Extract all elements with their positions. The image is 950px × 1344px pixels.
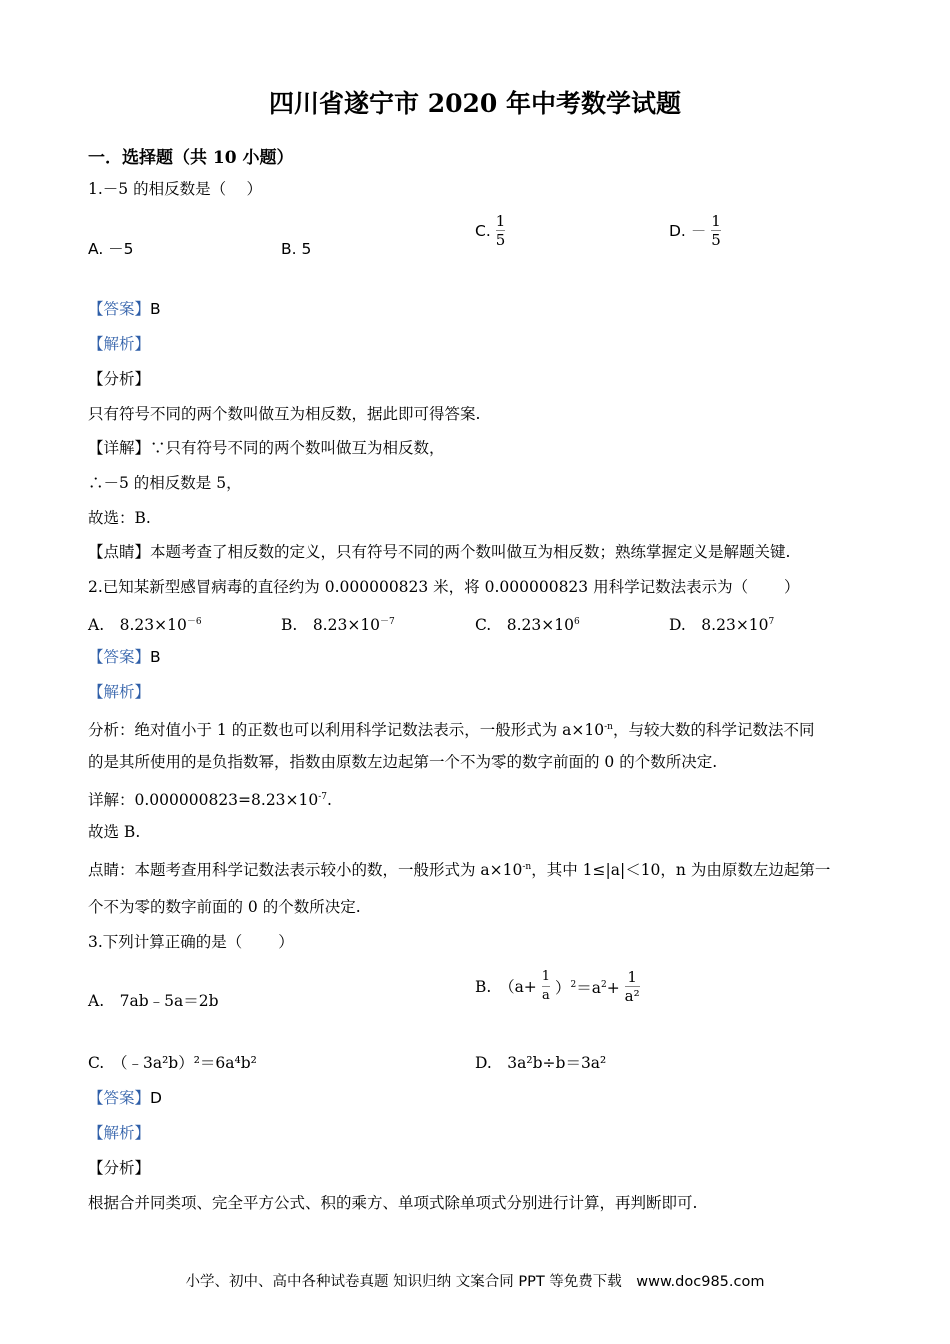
q2-dianjing-line2: 个不为零的数字前面的 0 的个数所决定.: [88, 898, 361, 916]
q1-xiangjie: 【详解】∵只有符号不同的两个数叫做互为相反数，: [88, 439, 445, 457]
option-exponent: －6: [186, 617, 202, 627]
q3-option-b-fraction1: [542, 968, 550, 1005]
q3-option-a: A. 7ab﹣5a＝2b: [88, 992, 219, 1010]
q2-fenxi-line1: [88, 716, 814, 741]
text-part: 点睛：本题考查用科学记数法表示较小的数，一般形式为 a×10: [88, 861, 523, 880]
answer-tag: 【答案】: [88, 648, 151, 666]
q1-option-d-sign: －: [690, 221, 707, 240]
q1-step2: ∴－5 的相反数是 5，: [88, 474, 242, 492]
text-part: 分析：绝对值小于 1 的正数也可以利用科学记数法表示，一般形式为 a×10: [88, 721, 605, 740]
q1-option-d-label: D.: [669, 221, 686, 240]
option-text: ）: [554, 979, 571, 998]
q1-option-a: A. －5: [88, 240, 134, 258]
option-exponent: 7: [768, 617, 775, 627]
q1-choose: 故选：B.: [88, 509, 151, 527]
answer-value: B: [150, 300, 161, 318]
q1-dianjing: 【点睛】本题考查了相反数的定义，只有符号不同的两个数叫做互为相反数；熟练掌握定义是解题关键.: [88, 543, 791, 561]
option-base: D. 8.23×10: [669, 616, 769, 635]
q3-option-b: [475, 968, 640, 1005]
fraction-denominator: 5: [711, 231, 721, 249]
q2-stem: 2.已知某新型感冒病毒的直径约为 0.000000823 米，将 0.000000823 用科学记数法表示为（ ）: [88, 578, 800, 596]
option-text: +: [606, 979, 620, 998]
fraction-numerator: 1: [495, 212, 506, 230]
q1-option-d-fraction: [711, 212, 721, 249]
fraction-denominator: a²: [624, 987, 640, 1005]
q1-option-c: [475, 212, 505, 249]
q3-fenxi-tag: 【分析】: [88, 1159, 151, 1177]
text-exponent: -n: [604, 722, 613, 732]
answer-value: B: [150, 648, 161, 666]
q1-option-c-fraction: [496, 212, 506, 249]
text-exponent: -7: [318, 792, 328, 802]
option-base: A. 8.23×10: [88, 616, 187, 635]
option-exponent: 2: [570, 979, 577, 990]
option-exponent: 6: [573, 617, 580, 627]
page-footer: 小学、初中、高中各种试卷真题 知识归纳 文案合同 PPT 等免费下载 www.doc985.com: [185, 1274, 765, 1290]
answer-value: D: [150, 1089, 162, 1107]
q3-stem: 3.下列计算正确的是（ ）: [88, 933, 294, 951]
text-part: ，与较大数的科学记数法不同: [612, 721, 815, 740]
q1-option-c-label: C.: [475, 221, 491, 240]
fraction-denominator: 5: [495, 231, 506, 249]
section-heading: 一．选择题（共 10 小题）: [88, 148, 294, 168]
option-base: B. 8.23×10: [281, 616, 381, 635]
q2-xiangjie: [88, 786, 332, 811]
q2-fenxi-line2: 的是其所使用的是负指数幂，指数由原数左边起第一个不为零的数字前面的 0 的个数所决定.: [88, 753, 718, 771]
q1-answer: [88, 298, 161, 320]
fraction-numerator: 1: [711, 212, 721, 230]
q1-fenxi-tag: 【分析】: [88, 370, 151, 388]
q2-option-c: [475, 611, 580, 636]
text-exponent: -n: [522, 862, 532, 872]
option-base: C. 8.23×10: [475, 616, 574, 635]
q2-option-b: [281, 611, 395, 636]
q3-answer: [88, 1087, 162, 1109]
text-part: .: [327, 791, 332, 810]
q2-choose: 故选 B.: [88, 823, 141, 841]
q1-stem: 1.－5 的相反数是（ ）: [88, 180, 263, 198]
option-label: B. （a+: [475, 977, 537, 996]
answer-tag: 【答案】: [88, 300, 151, 318]
text-part: ，其中 1≤|a|＜10，n 为由原数左边起第一: [531, 861, 831, 880]
q3-fenxi: 根据合并同类项、完全平方公式、积的乘方、单项式除单项式分别进行计算，再判断即可.: [88, 1194, 698, 1212]
q3-jiexi-tag: 【解析】: [88, 1124, 151, 1142]
fraction-numerator: 1: [541, 969, 551, 984]
q1-option-b: B. 5: [281, 240, 312, 258]
answer-tag: 【答案】: [88, 1089, 151, 1107]
fraction-numerator: 1: [627, 968, 637, 986]
fraction-denominator: a: [541, 988, 550, 1003]
page-title: 四川省遂宁市 2020 年中考数学试题: [269, 89, 681, 118]
option-text: ＝a: [576, 979, 601, 998]
q2-option-a: [88, 611, 202, 636]
option-exponent: －7: [380, 617, 395, 627]
q2-answer: [88, 646, 161, 668]
q1-fenxi: 只有符号不同的两个数叫做互为相反数，据此即可得答案.: [88, 405, 481, 423]
text-part: 详解：0.000000823=8.23×10: [88, 791, 319, 810]
q2-jiexi-tag: 【解析】: [88, 683, 151, 701]
option-exponent: 2: [600, 979, 607, 990]
q1-jiexi-tag: 【解析】: [88, 335, 151, 353]
q3-option-b-fraction2: [625, 968, 640, 1005]
q2-option-d: [669, 611, 774, 636]
q1-option-d: [669, 212, 721, 249]
q3-option-d: D. 3a²b÷b＝3a²: [475, 1054, 607, 1072]
q3-option-c: C. （﹣3a²b）²＝6a⁴b²: [88, 1054, 257, 1072]
q2-dianjing-line1: [88, 856, 830, 881]
